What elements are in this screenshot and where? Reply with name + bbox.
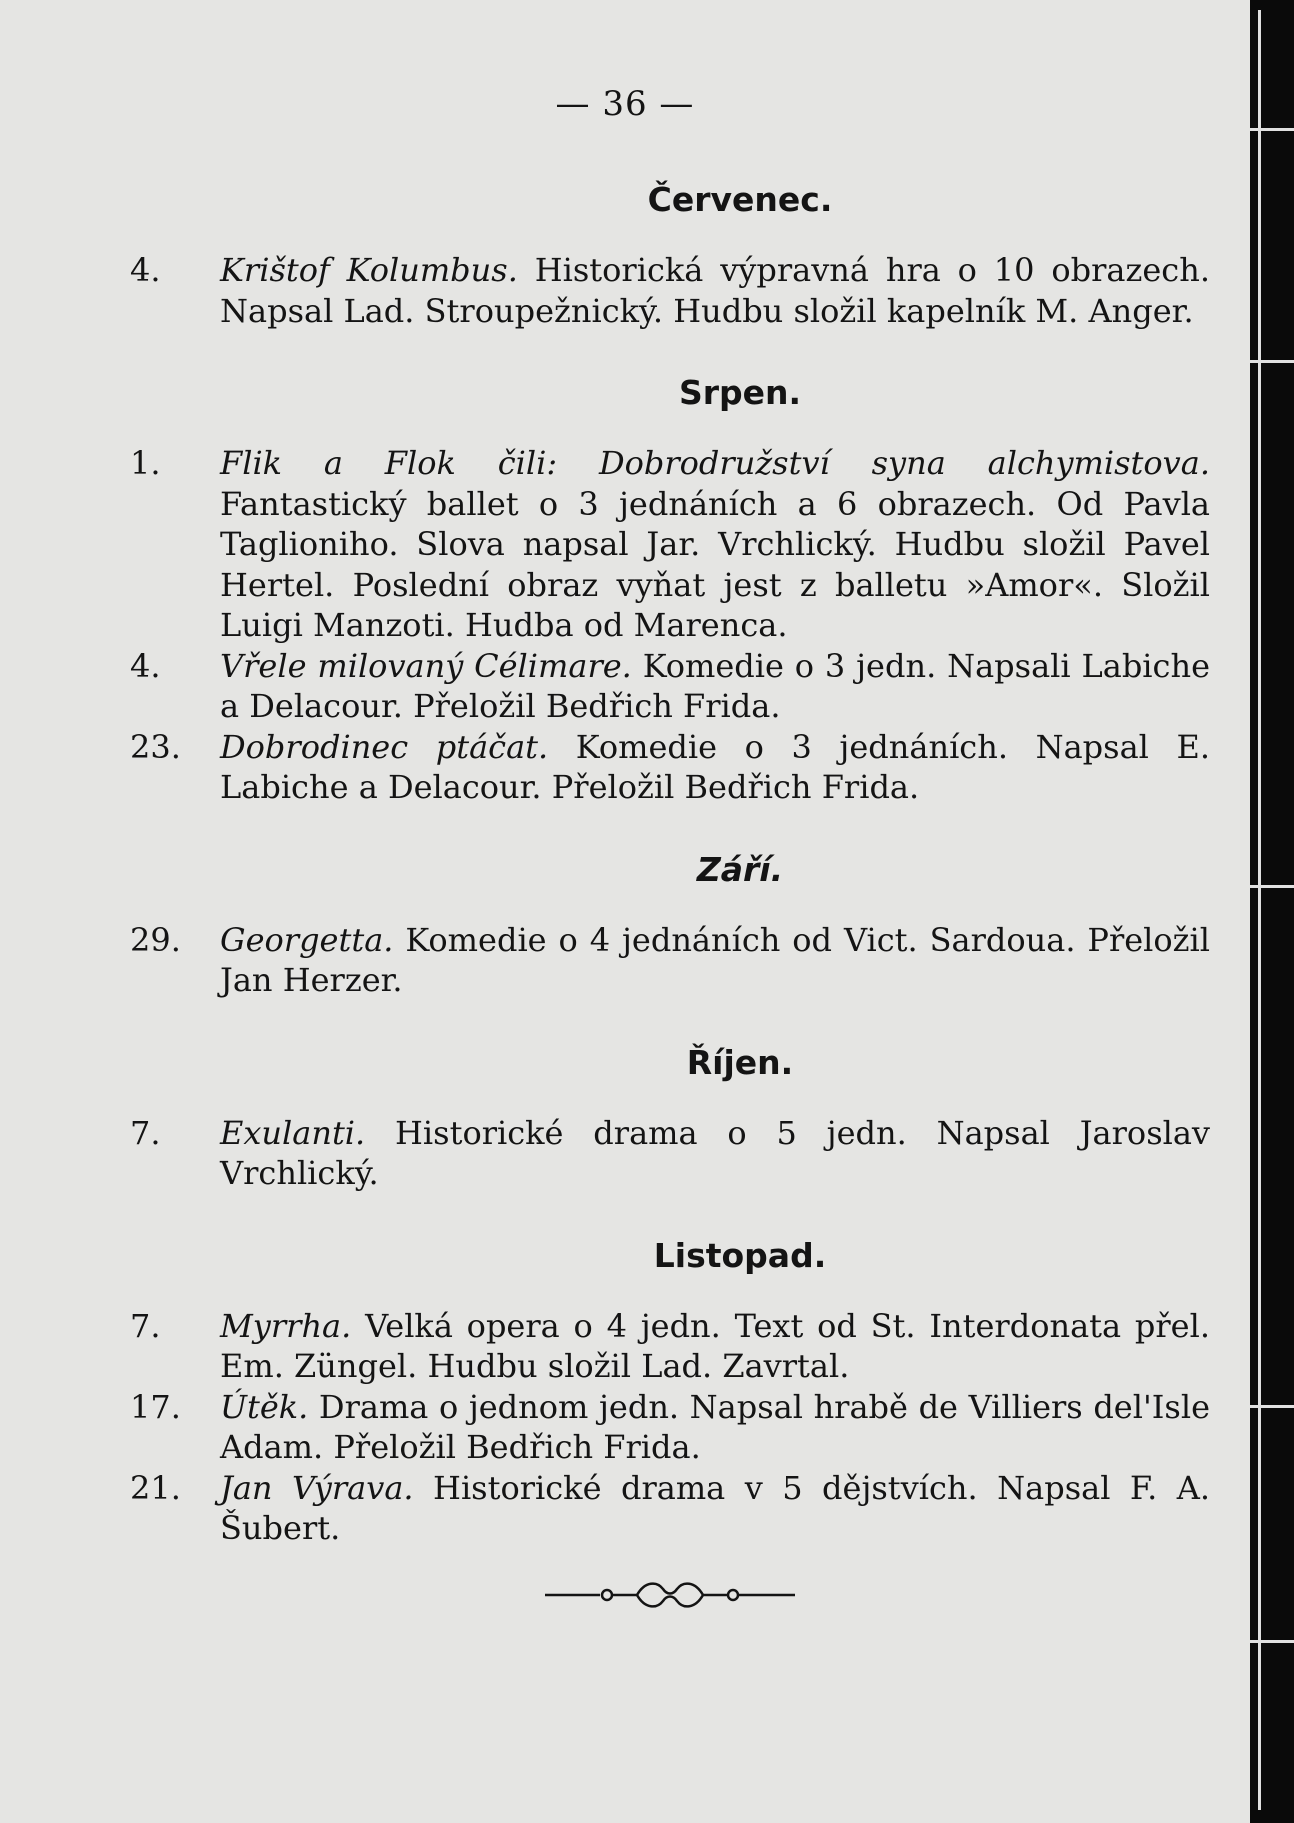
spine-tick — [1250, 885, 1294, 888]
page-content — [130, 180, 1210, 1549]
entry-title: Georgetta. — [220, 920, 394, 959]
entry-day: 29. — [130, 920, 181, 959]
entry-text: Drama o jednom jedn. Napsal hrabě de Villiers del'Isle Adam. Přeložil Bedřich Frida. — [220, 1387, 1210, 1466]
month-heading-zari: Září. — [696, 849, 784, 889]
spine-tick — [1250, 1640, 1294, 1643]
entry — [130, 727, 1210, 808]
entry-day: 4. — [130, 251, 161, 289]
entry-body — [220, 443, 1210, 646]
entry — [130, 1306, 1210, 1387]
book-spine-edge — [1250, 0, 1294, 1823]
entry-title: Krištof Kolumbus. — [220, 251, 518, 289]
entry-day: 1. — [130, 444, 161, 482]
month-heading-cervenec: Červenec. — [647, 180, 833, 219]
entry-day: 7. — [130, 1113, 161, 1152]
month-heading-rijen: Říjen. — [686, 1042, 794, 1082]
entry-title: Jan Výrava. — [220, 1468, 414, 1507]
decorative-divider-icon — [545, 1575, 795, 1615]
entry-text: Komedie o 4 jednáních od Vict. Sardoua. Přeložil Jan Herzer. — [220, 920, 1210, 999]
month-heading-srpen: Srpen. — [678, 373, 802, 412]
spine-tick — [1250, 360, 1294, 363]
entry — [130, 250, 1210, 331]
entry-day: 17. — [130, 1387, 181, 1426]
entry-day: 7. — [130, 1306, 161, 1345]
entry — [130, 1387, 1210, 1468]
entry-title: Vřele milovaný Célimare. — [220, 646, 632, 685]
entry-body — [220, 920, 1210, 1001]
spine-rule — [1258, 10, 1261, 1810]
entry-text: Komedie o 3 jedn. Napsali Labiche a Delacour. Přeložil Bedřich Frida. — [220, 646, 1211, 725]
entry — [130, 920, 1210, 1001]
entry-body — [220, 1468, 1210, 1549]
entry — [130, 1468, 1210, 1549]
entry — [130, 1113, 1210, 1194]
entry-body — [220, 1387, 1210, 1468]
entry — [130, 646, 1210, 727]
entry-title: Myrrha. — [220, 1306, 352, 1345]
entry-body — [220, 727, 1210, 808]
entry-body — [220, 250, 1210, 331]
entry-text: Velká opera o 4 jedn. Text od St. Interdonata přel. Em. Züngel. Hudbu složil Lad. Zavrtal. — [220, 1306, 1210, 1385]
spine-tick — [1250, 128, 1294, 131]
entry-text: Historické drama o 5 jedn. Napsal Jaroslav Vrchlický. — [220, 1113, 1210, 1192]
entry-title: Exulanti. — [220, 1113, 366, 1152]
entry-text: Komedie o 3 jednáních. Napsal E. Labiche a Delacour. Přeložil Bedřich Frida. — [220, 727, 1211, 806]
month-heading-listopad: Listopad. — [653, 1235, 827, 1275]
entry-body — [220, 646, 1210, 727]
entry-title: Útěk. — [220, 1387, 309, 1426]
page-number: — 36 — — [555, 84, 695, 124]
entry — [130, 443, 1210, 646]
entry-day: 21. — [130, 1468, 181, 1507]
spine-tick — [1250, 1405, 1294, 1408]
entry-text: Fantastický ballet o 3 jednáních a 6 obrazech. Od Pavla Taglioniho. Slova napsal Jar. Vrchlický. Hudbu složil Pavel Hertel. Poslední obraz vyňat jest z balletu »Amor«. Složil Luigi Manzoti. Hudba od Marenca. — [220, 484, 1210, 644]
entry-text: Historická výpravná hra o 10 obrazech. Napsal Lad. Stroupežnický. Hudbu složil kapelník M. Anger. — [220, 251, 1211, 330]
entry-text: Historické drama v 5 dějstvích. Napsal F. A. Šubert. — [220, 1468, 1211, 1547]
entry-title: Dobrodinec ptáčat. — [220, 727, 549, 766]
entry-body — [220, 1306, 1210, 1387]
entry-title: Flik a Flok čili: Dobrodružství syna alchymistova. — [220, 444, 1210, 482]
entry-body — [220, 1113, 1210, 1194]
entry-day: 23. — [130, 727, 181, 766]
entry-day: 4. — [130, 646, 161, 685]
